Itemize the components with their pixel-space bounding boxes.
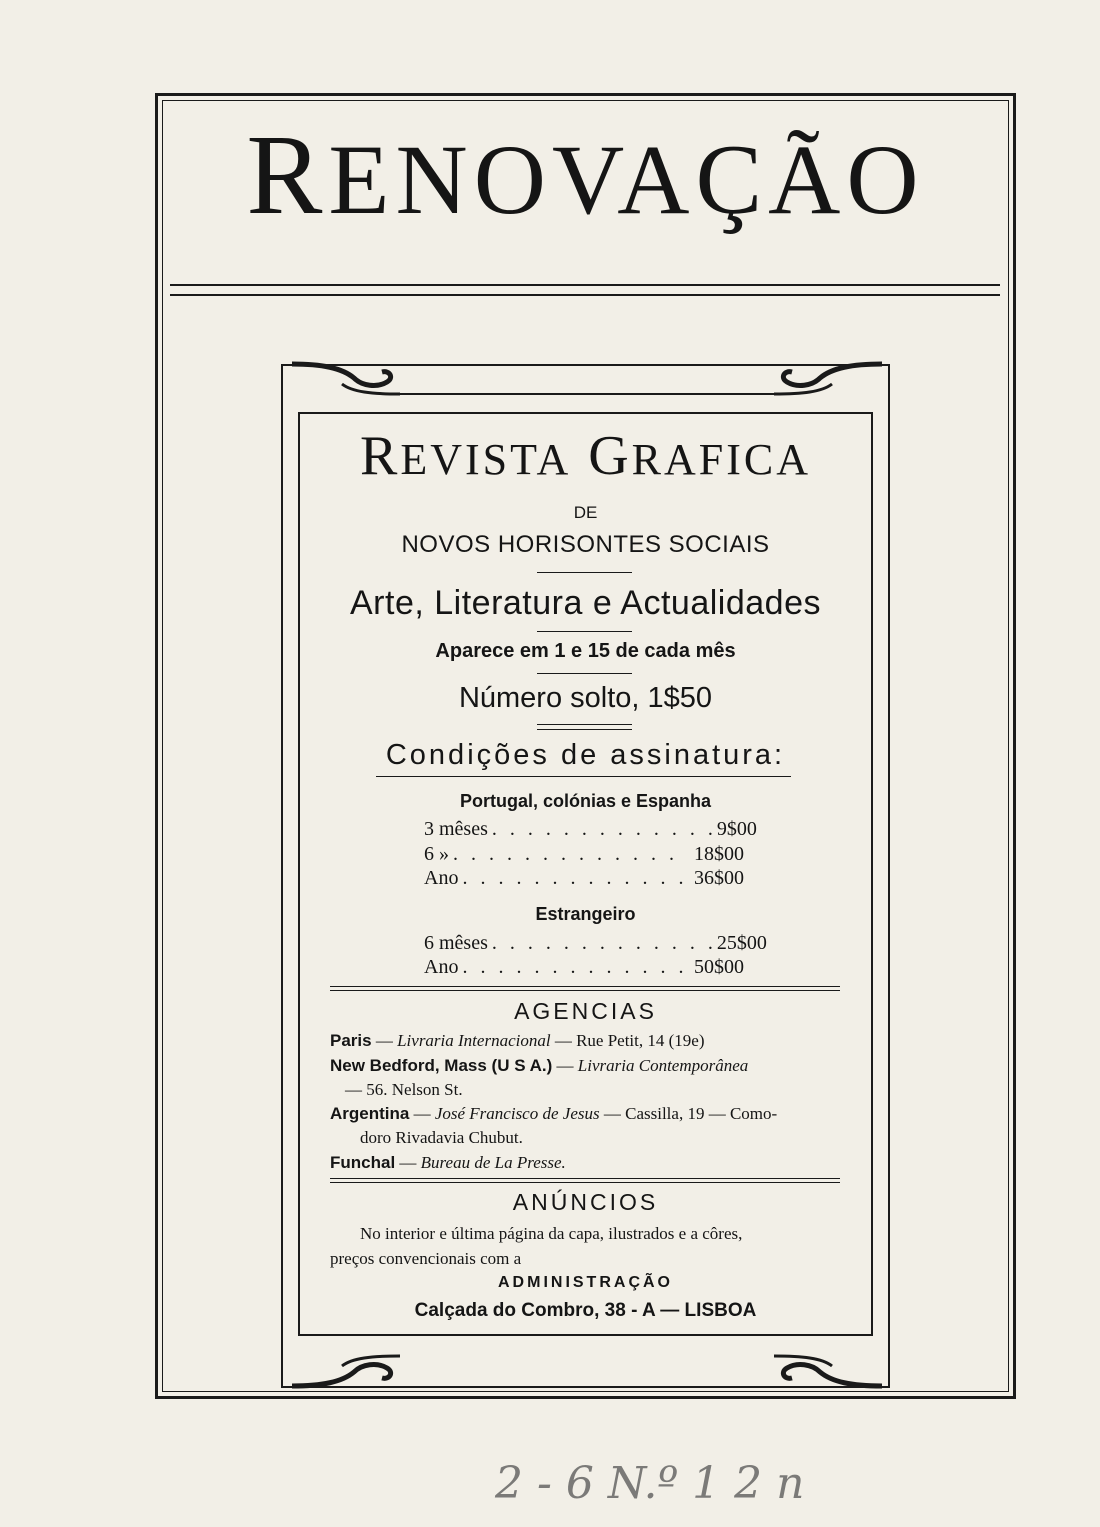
price-value: 36$00 (694, 867, 744, 889)
divider-4b (537, 729, 632, 730)
divider-anuncios-b (330, 1182, 840, 1183)
agency-new-bedford-address (345, 1080, 865, 1100)
agency-name: Bureau de La Presse. (420, 1153, 566, 1172)
divider-1 (537, 572, 632, 573)
price-label: Ano (424, 867, 459, 889)
revista-title-initial2: G (588, 425, 632, 487)
revista-title-initial: R (359, 425, 401, 487)
price-value: 25$00 (716, 932, 767, 954)
revista-title-word1: EVISTA (400, 435, 572, 484)
divider-anuncios-a (330, 1178, 840, 1179)
anuncios-line-2: preços convencionais com a (330, 1249, 522, 1268)
price-row-estrangeiro-ano: Ano . . . . . . . . . . . . . 50$00 (424, 956, 744, 978)
ornament-top-left (282, 358, 422, 402)
price-row-6-meses: 6 » . . . . . . . . . . . . . 18$00 (424, 843, 744, 865)
agency-address: doro Rivadavia Chubut. (360, 1128, 523, 1147)
ornament-bottom-left (282, 1348, 422, 1392)
agency-name: José Francisco de Jesus (434, 1104, 600, 1123)
administracao-address: Calçada do Combro, 38 - A — LISBOA (414, 1300, 757, 1321)
arte-literatura-line: Arte, Literatura e Actualidades (350, 584, 821, 622)
masthead-title (162, 111, 1009, 238)
publication-schedule: Aparece em 1 e 15 de cada mês (435, 640, 736, 662)
portugal-heading: Portugal, colónias e Espanha (459, 791, 712, 811)
agency-address: Cassilla, 19 — Como- (625, 1104, 778, 1123)
price-label: Ano (424, 956, 459, 978)
divider-agencias-a (330, 986, 840, 987)
anuncios-line-1: No interior e última página da capa, ilustrados e a côres, (360, 1224, 743, 1243)
price-row-ano: Ano . . . . . . . . . . . . . 36$00 (424, 867, 744, 889)
price-label: 6 » (424, 843, 449, 865)
agency-place: Argentina (330, 1104, 410, 1123)
agency-address: Rue Petit, 14 (19e) (576, 1031, 705, 1050)
subscription-underline (376, 776, 791, 777)
masthead-rule-bottom (170, 294, 1000, 296)
price-label: 6 mêses (424, 932, 488, 954)
agency-place: Paris (330, 1031, 372, 1050)
price-row-estrangeiro-6-meses: 6 mêses . . . . . . . . . . . . . 25$00 (424, 932, 767, 954)
agency-new-bedford: New Bedford, Mass (U S A.) — Livraria Contemporânea (330, 1056, 749, 1075)
price-value: 50$00 (694, 956, 744, 978)
agency-place: Funchal (330, 1153, 396, 1172)
price-row-3-meses: 3 mêses . . . . . . . . . . . . . 9$00 (424, 818, 757, 840)
agency-place: New Bedford, Mass (U S A.) (330, 1056, 553, 1075)
agency-argentina-address (360, 1128, 880, 1148)
single-issue-price: Número solto, 1$50 (458, 682, 713, 714)
anuncios-heading: ANÚNCIOS (512, 1189, 659, 1215)
agency-paris: Paris — Livraria Internacional — Rue Petit, 14 (19e) (330, 1031, 705, 1050)
administracao-label: ADMINISTRAÇÃO (498, 1274, 673, 1291)
ornament-bottom-right (752, 1348, 892, 1392)
handwritten-note: 2 - 6 N.º 1 2 n (495, 1458, 805, 1509)
masthead-initial: R (246, 111, 329, 238)
agency-address: — 56. Nelson St. (345, 1080, 463, 1099)
agency-name: Livraria Internacional (397, 1031, 551, 1050)
revista-subtitle: NOVOS HORISONTES SOCIAIS (401, 531, 770, 558)
ornament-top-line (400, 393, 780, 395)
revista-de: DE (573, 503, 598, 522)
ornament-top-right (752, 358, 892, 402)
revista-title-word2: RAFICA (631, 435, 812, 484)
price-value: 9$00 (716, 818, 757, 840)
masthead-rule-top (170, 284, 1000, 286)
divider-4a (537, 724, 632, 725)
masthead-rest: ENOVAÇÃO (328, 124, 925, 235)
agency-name: Livraria Contemporânea (577, 1056, 749, 1075)
price-value: 18$00 (694, 843, 744, 865)
divider-3 (537, 673, 632, 674)
divider-2 (537, 631, 632, 632)
estrangeiro-heading: Estrangeiro (535, 904, 636, 924)
price-label: 3 mêses (424, 818, 488, 840)
agencias-heading: AGENCIAS (514, 998, 657, 1024)
divider-agencias-b (330, 990, 840, 991)
agency-argentina: Argentina — José Francisco de Jesus — Cassilla, 19 — Como- (330, 1104, 778, 1123)
subscription-heading: Condições de assinatura: (385, 739, 786, 771)
agency-funchal: Funchal — Bureau de La Presse. (330, 1153, 566, 1172)
revista-title (300, 425, 871, 487)
